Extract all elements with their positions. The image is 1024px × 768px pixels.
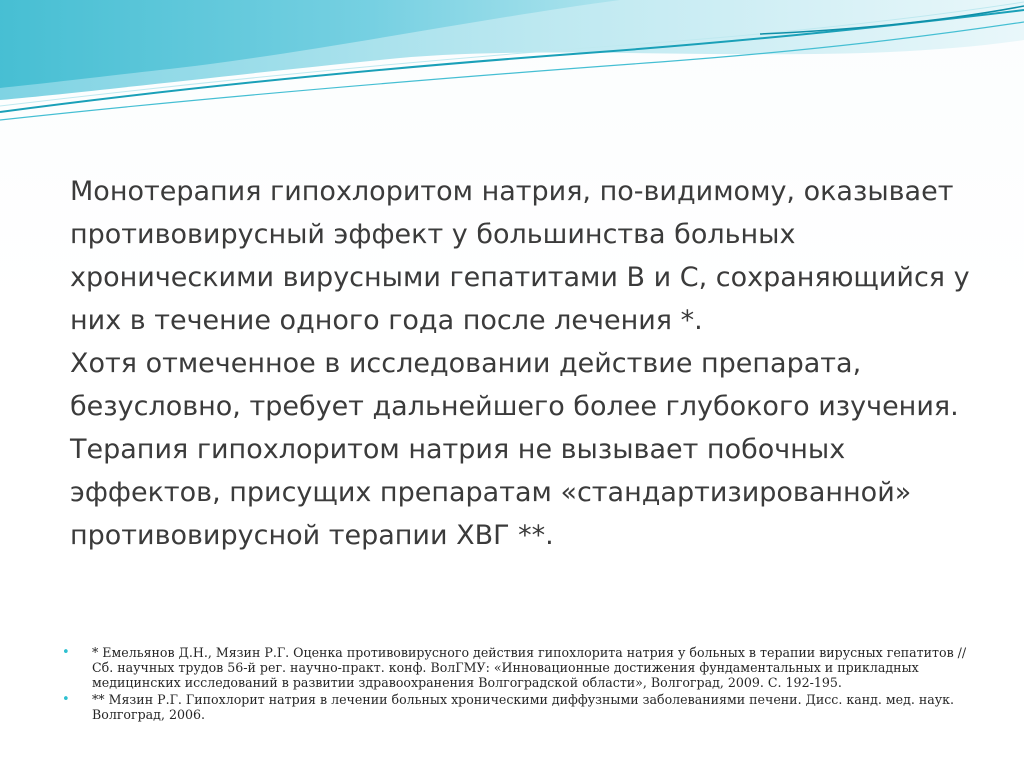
paragraph-no-side-effects: Терапия гипохлоритом натрия не вызывает побочных эффектов, присущих препаратам «стандартизированной» противовирусной терапии ХВГ **. <box>70 434 912 551</box>
paragraph-further-study: Хотя отмеченное в исследовании действие препарата, безусловно, требует дальнейшего более глубокого изучения. <box>70 348 959 422</box>
footnote-item <box>62 692 982 722</box>
decorative-wave-header <box>0 0 1024 130</box>
main-text-block <box>70 170 970 557</box>
footnote-text: ** Мязин Р.Г. Гипохлорит натрия в лечении больных хроническими диффузными заболеваниями печени. Дисс. канд. мед. наук. Волгоград, 2006. <box>92 692 955 722</box>
footnote-item <box>62 645 982 690</box>
footnotes <box>62 645 982 724</box>
paragraph-monotherapy: Монотерапия гипохлоритом натрия, по-видимому, оказывает противовирусный эффект у большинства больных хроническими вирусными гепатитами В и С, сохраняющийся у них в течение одного года после лечения *. <box>70 176 970 336</box>
footnote-text: * Емельянов Д.Н., Мязин Р.Г. Оценка противовирусного действия гипохлорита натрия у больных в терапии вирусных гепатитов // Сб. научных трудов 56-й рег. научно-практ. конф. ВолГМУ: «Инновационные достижения фундаментальных и прикладных медицинских исследований в развитии здравоохранения Волгоградской области», Волгоград, 2009. С. 192-195. <box>92 645 967 690</box>
bullet-icon: • <box>62 692 70 707</box>
bullet-icon: • <box>62 645 70 660</box>
